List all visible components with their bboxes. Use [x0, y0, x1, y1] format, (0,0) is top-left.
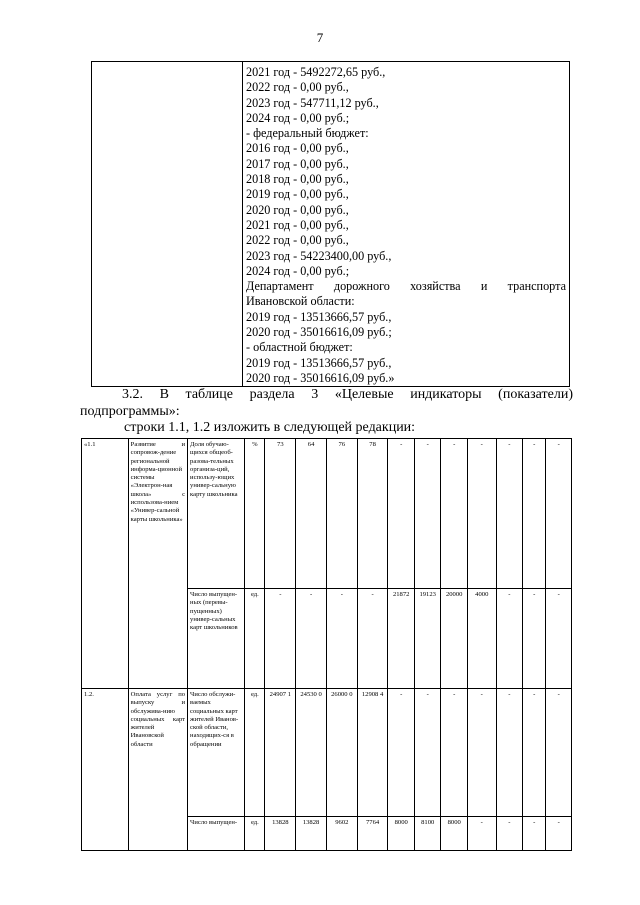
row-value: 13828	[265, 817, 296, 851]
row-number: 1.2.	[82, 689, 129, 851]
row-value: -	[414, 689, 441, 817]
funding-line: 2021 год - 0,00 руб.,	[246, 217, 349, 232]
row-value: 73	[265, 439, 296, 589]
page-number: 7	[316, 30, 324, 45]
funding-line: 2019 год - 13513666,57 руб.,	[246, 309, 392, 324]
row-value: -	[496, 817, 523, 851]
row-value: 8100	[414, 817, 441, 851]
row-value: 12908 4	[357, 689, 388, 817]
funding-line: 2017 год - 0,00 руб.,	[246, 156, 349, 171]
funding-line: 2018 год - 0,00 руб.,	[246, 172, 349, 187]
row-value: -	[467, 439, 496, 589]
row-indicator: Число выпущен-ных (перевы-пущенных) универ-сальных карт школьников	[188, 589, 245, 689]
row-name: Развитие и сопровож-дение региональной информа-ционной системы «Электрон-ная школа» с использова-нием «Универ-сальной карты школьника»	[128, 439, 187, 689]
funding-table	[91, 61, 570, 387]
row-name: Оплата услуг по выпуску и обслужива-нию социальных карт жителей Ивановской области	[128, 689, 187, 851]
row-value: 24907 1	[265, 689, 296, 817]
row-value: 76	[326, 439, 357, 589]
row-value: 26000 0	[326, 689, 357, 817]
row-value: -	[496, 589, 523, 689]
funding-left-cell	[92, 62, 243, 387]
row-value: -	[467, 817, 496, 851]
amendment-paragraph: 3.2. В таблице раздела 3 «Целевые индикаторы (показатели) подпрограммы»:	[80, 387, 573, 419]
row-unit: %	[245, 439, 265, 589]
table-row	[82, 689, 572, 817]
row-value: -	[546, 589, 572, 689]
row-value: 4000	[467, 589, 496, 689]
funding-line: 2019 год - 13513666,57 руб.,	[246, 355, 392, 370]
funding-line: 2022 год - 0,00 руб.,	[246, 233, 349, 248]
funding-line: - областной бюджет:	[246, 340, 353, 355]
funding-line: 2019 год - 0,00 руб.,	[246, 187, 349, 202]
row-indicator: Число обслужи-ваемых социальных карт жителей Иванов-ской области, находящих-ся в обращении	[188, 689, 245, 817]
row-value: -	[546, 817, 572, 851]
funding-line: 2016 год - 0,00 руб.,	[246, 141, 349, 156]
row-value: -	[467, 689, 496, 817]
row-value: -	[388, 439, 415, 589]
funding-line: Департамент дорожного хозяйства и транспорта	[246, 279, 566, 294]
funding-line: 2020 год - 35016616,09 руб.»	[246, 370, 395, 385]
row-value: 8000	[441, 817, 468, 851]
funding-line: 2020 год - 0,00 руб.,	[246, 202, 349, 217]
row-value: -	[523, 439, 546, 589]
row-value: -	[414, 439, 441, 589]
row-value: -	[523, 689, 546, 817]
row-value: 21872	[388, 589, 415, 689]
table-row	[82, 439, 572, 589]
funding-line: 2024 год - 0,00 руб.;	[246, 263, 350, 278]
row-value: 19123	[414, 589, 441, 689]
row-value: 78	[357, 439, 388, 589]
row-value: -	[265, 589, 296, 689]
row-value: 13828	[296, 817, 327, 851]
row-value: -	[388, 689, 415, 817]
row-unit: ед.	[245, 589, 265, 689]
row-number: «1.1	[82, 439, 129, 689]
row-indicator: Число выпущен-	[188, 817, 245, 851]
row-value: 64	[296, 439, 327, 589]
indicators-table	[81, 438, 572, 851]
row-value: 8000	[388, 817, 415, 851]
row-value: -	[523, 589, 546, 689]
row-value: 24530 0	[296, 689, 327, 817]
funding-line: 2024 год - 0,00 руб.;	[246, 110, 350, 125]
row-unit: ед.	[245, 689, 265, 817]
funding-line: - федеральный бюджет:	[246, 126, 369, 141]
amendment-instruction: строки 1.1, 1.2 изложить в следующей редакции:	[124, 420, 416, 435]
row-value: -	[441, 689, 468, 817]
row-value: 9602	[326, 817, 357, 851]
row-value: -	[496, 439, 523, 589]
funding-line: Ивановской области:	[246, 294, 355, 309]
funding-line: 2023 год - 54223400,00 руб.,	[246, 248, 392, 263]
row-value: -	[546, 439, 572, 589]
row-value: 20000	[441, 589, 468, 689]
row-value: -	[546, 689, 572, 817]
funding-line: 2020 год - 35016616,09 руб.;	[246, 325, 392, 340]
row-value: -	[357, 589, 388, 689]
funding-line: 2023 год - 547711,12 руб.,	[246, 95, 379, 110]
funding-right-cell	[243, 62, 570, 387]
row-indicator: Доля обучаю-щихся общеоб-разова-тельных организа-ций, использу-ющих универ-сальную карту школьника	[188, 439, 245, 589]
row-value: 7764	[357, 817, 388, 851]
row-value: -	[523, 817, 546, 851]
row-value: -	[496, 689, 523, 817]
row-value: -	[326, 589, 357, 689]
funding-line: 2021 год - 5492272,65 руб.,	[246, 65, 386, 79]
row-value: -	[441, 439, 468, 589]
row-value: -	[296, 589, 327, 689]
funding-line: 2022 год - 0,00 руб.,	[246, 80, 349, 95]
row-unit: ед.	[245, 817, 265, 851]
